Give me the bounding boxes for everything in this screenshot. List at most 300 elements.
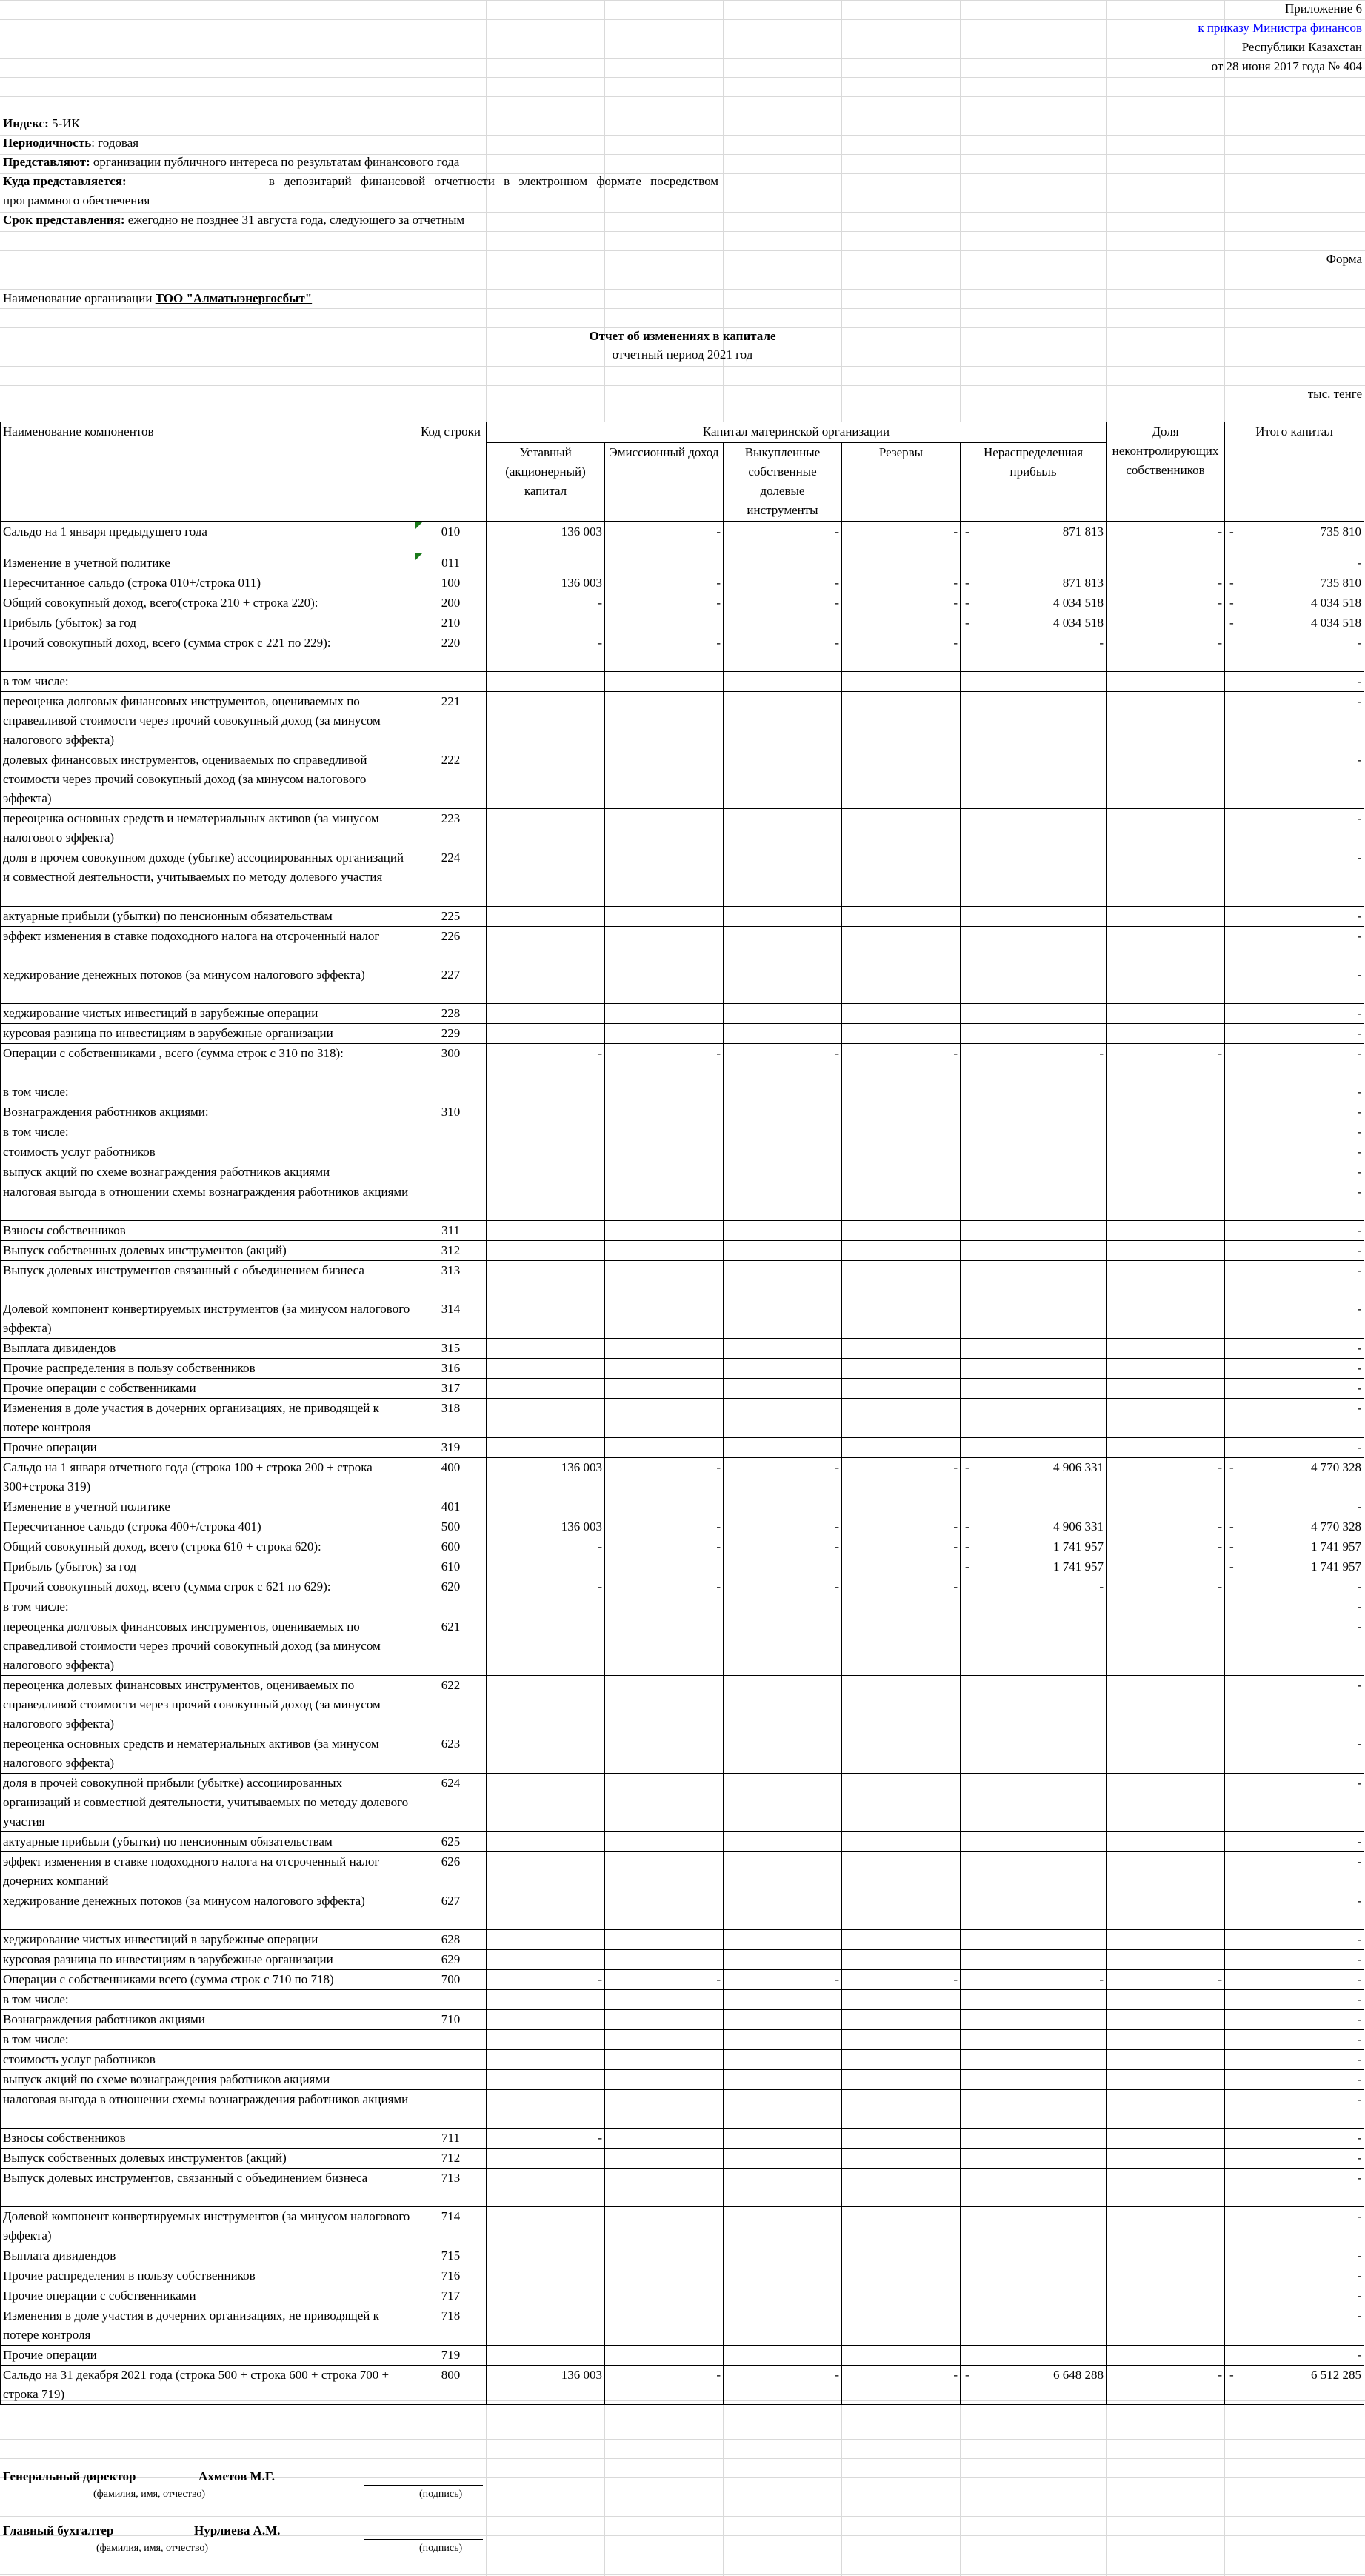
row-code-cell[interactable] [415,1221,487,1241]
row-name-cell[interactable] [1,1024,415,1044]
cell-minority[interactable] [1107,1299,1225,1339]
cell-charter[interactable] [487,848,605,907]
row-name-cell[interactable] [1,1438,415,1458]
cell-retained[interactable] [961,1044,1107,1082]
row-name-cell[interactable] [1,848,415,907]
cell-emission[interactable] [605,1597,724,1617]
cell-minority[interactable] [1107,553,1225,573]
row-name-cell[interactable] [1,522,415,553]
cell-retained[interactable] [961,1142,1107,1162]
row-name-cell[interactable] [1,1221,415,1241]
row-code-cell[interactable] [415,573,487,593]
cell-total[interactable] [1225,1004,1364,1024]
cell-retained[interactable] [961,1734,1107,1774]
cell-total[interactable] [1225,1299,1364,1339]
cell-bought[interactable] [724,1577,842,1597]
cell-reserves[interactable] [842,1162,961,1182]
cell-emission[interactable] [605,1102,724,1122]
cell-bought[interactable] [724,750,842,809]
cell-bought[interactable] [724,2366,842,2405]
row-code-cell[interactable] [415,553,487,573]
cell-charter[interactable] [487,1438,605,1458]
cell-bought[interactable] [724,2010,842,2030]
row-name-cell[interactable] [1,553,415,573]
row-name-cell[interactable] [1,2169,415,2207]
cell-minority[interactable] [1107,2346,1225,2366]
cell-reserves[interactable] [842,672,961,692]
cell-emission[interactable] [605,1044,724,1082]
cell-minority[interactable] [1107,1142,1225,1162]
row-name-cell[interactable] [1,573,415,593]
cell-total[interactable] [1225,633,1364,672]
cell-emission[interactable] [605,1339,724,1359]
cell-charter[interactable] [487,2286,605,2306]
cell-retained[interactable] [961,1221,1107,1241]
cell-charter[interactable] [487,1299,605,1339]
cell-total[interactable] [1225,809,1364,848]
cell-total[interactable] [1225,1379,1364,1399]
cell-charter[interactable] [487,1221,605,1241]
cell-minority[interactable] [1107,573,1225,593]
cell-total[interactable] [1225,2050,1364,2070]
cell-emission[interactable] [605,1950,724,1970]
row-name-cell[interactable] [1,1497,415,1517]
cell-reserves[interactable] [842,613,961,633]
cell-bought[interactable] [724,2266,842,2286]
row-code-cell[interactable] [415,633,487,672]
cell-reserves[interactable] [842,2207,961,2246]
cell-total[interactable] [1225,1577,1364,1597]
cell-charter[interactable] [487,927,605,965]
row-code-cell[interactable] [415,1024,487,1044]
cell-charter[interactable] [487,1004,605,1024]
cell-total[interactable] [1225,573,1364,593]
cell-minority[interactable] [1107,1082,1225,1102]
cell-bought[interactable] [724,1379,842,1399]
cell-charter[interactable] [487,1339,605,1359]
row-name-cell[interactable] [1,750,415,809]
cell-total[interactable] [1225,672,1364,692]
row-code-cell[interactable] [415,2010,487,2030]
cell-emission[interactable] [605,2010,724,2030]
row-code-cell[interactable] [415,1182,487,1221]
cell-bought[interactable] [724,1261,842,1299]
cell-total[interactable] [1225,522,1364,553]
cell-total[interactable] [1225,927,1364,965]
cell-charter[interactable] [487,1044,605,1082]
row-name-cell[interactable] [1,1577,415,1597]
cell-reserves[interactable] [842,1122,961,1142]
row-name-cell[interactable] [1,907,415,927]
row-code-cell[interactable] [415,809,487,848]
cell-emission[interactable] [605,1399,724,1438]
cell-bought[interactable] [724,1990,842,2010]
row-name-cell[interactable] [1,1122,415,1142]
cell-retained[interactable] [961,2169,1107,2207]
row-code-cell[interactable] [415,927,487,965]
cell-reserves[interactable] [842,1577,961,1597]
cell-emission[interactable] [605,1359,724,1379]
row-name-cell[interactable] [1,1990,415,2010]
cell-minority[interactable] [1107,2366,1225,2405]
cell-emission[interactable] [605,2090,724,2129]
cell-retained[interactable] [961,1261,1107,1299]
cell-bought[interactable] [724,1891,842,1930]
cell-minority[interactable] [1107,1990,1225,2010]
cell-total[interactable] [1225,2346,1364,2366]
cell-total[interactable] [1225,2149,1364,2169]
cell-retained[interactable] [961,2010,1107,2030]
cell-reserves[interactable] [842,1517,961,1537]
cell-total[interactable] [1225,1359,1364,1379]
cell-minority[interactable] [1107,1122,1225,1142]
row-name-cell[interactable] [1,633,415,672]
cell-reserves[interactable] [842,633,961,672]
cell-bought[interactable] [724,1102,842,1122]
cell-minority[interactable] [1107,1577,1225,1597]
cell-minority[interactable] [1107,2207,1225,2246]
cell-minority[interactable] [1107,1676,1225,1734]
row-name-cell[interactable] [1,809,415,848]
cell-charter[interactable] [487,573,605,593]
cell-reserves[interactable] [842,1734,961,1774]
row-name-cell[interactable] [1,1734,415,1774]
cell-minority[interactable] [1107,1950,1225,1970]
cell-minority[interactable] [1107,848,1225,907]
cell-minority[interactable] [1107,965,1225,1004]
cell-retained[interactable] [961,1458,1107,1497]
cell-total[interactable] [1225,1438,1364,1458]
cell-retained[interactable] [961,1379,1107,1399]
cell-bought[interactable] [724,1044,842,1082]
row-code-cell[interactable] [415,1438,487,1458]
cell-minority[interactable] [1107,1339,1225,1359]
row-name-cell[interactable] [1,1458,415,1497]
row-code-cell[interactable] [415,522,487,553]
cell-charter[interactable] [487,1950,605,1970]
cell-minority[interactable] [1107,1399,1225,1438]
cell-retained[interactable] [961,848,1107,907]
cell-retained[interactable] [961,2246,1107,2266]
cell-total[interactable] [1225,2306,1364,2346]
cell-minority[interactable] [1107,1359,1225,1379]
cell-retained[interactable] [961,2346,1107,2366]
cell-minority[interactable] [1107,2090,1225,2129]
cell-minority[interactable] [1107,1261,1225,1299]
cell-reserves[interactable] [842,848,961,907]
cell-charter[interactable] [487,965,605,1004]
cell-charter[interactable] [487,2070,605,2090]
cell-retained[interactable] [961,750,1107,809]
cell-charter[interactable] [487,1930,605,1950]
cell-retained[interactable] [961,613,1107,633]
cell-reserves[interactable] [842,1557,961,1577]
cell-total[interactable] [1225,1597,1364,1617]
row-name-cell[interactable] [1,927,415,965]
cell-charter[interactable] [487,1990,605,2010]
cell-charter[interactable] [487,1359,605,1379]
cell-total[interactable] [1225,750,1364,809]
row-code-cell[interactable] [415,2070,487,2090]
row-name-cell[interactable] [1,2366,415,2405]
cell-bought[interactable] [724,2090,842,2129]
cell-charter[interactable] [487,522,605,553]
row-name-cell[interactable] [1,1142,415,1162]
cell-reserves[interactable] [842,809,961,848]
cell-emission[interactable] [605,1832,724,1852]
cell-minority[interactable] [1107,2169,1225,2207]
cell-emission[interactable] [605,809,724,848]
row-code-cell[interactable] [415,2169,487,2207]
cell-charter[interactable] [487,1617,605,1676]
cell-total[interactable] [1225,1497,1364,1517]
cell-bought[interactable] [724,1182,842,1221]
row-code-cell[interactable] [415,1399,487,1438]
cell-charter[interactable] [487,1557,605,1577]
cell-minority[interactable] [1107,1438,1225,1458]
cell-bought[interactable] [724,1517,842,1537]
cell-total[interactable] [1225,1082,1364,1102]
cell-retained[interactable] [961,1399,1107,1438]
cell-reserves[interactable] [842,1458,961,1497]
cell-bought[interactable] [724,2030,842,2050]
row-code-cell[interactable] [415,2286,487,2306]
row-name-cell[interactable] [1,965,415,1004]
cell-total[interactable] [1225,1182,1364,1221]
cell-charter[interactable] [487,1676,605,1734]
cell-minority[interactable] [1107,1004,1225,1024]
cell-charter[interactable] [487,2149,605,2169]
cell-charter[interactable] [487,1734,605,1774]
cell-bought[interactable] [724,2306,842,2346]
cell-charter[interactable] [487,1142,605,1162]
cell-charter[interactable] [487,1082,605,1102]
row-name-cell[interactable] [1,2266,415,2286]
cell-minority[interactable] [1107,2030,1225,2050]
cell-emission[interactable] [605,2286,724,2306]
row-code-cell[interactable] [415,750,487,809]
cell-charter[interactable] [487,1379,605,1399]
cell-bought[interactable] [724,2129,842,2149]
cell-bought[interactable] [724,1024,842,1044]
cell-minority[interactable] [1107,1102,1225,1122]
cell-bought[interactable] [724,692,842,750]
cell-retained[interactable] [961,2266,1107,2286]
row-code-cell[interactable] [415,2366,487,2405]
cell-reserves[interactable] [842,1597,961,1617]
row-code-cell[interactable] [415,1734,487,1774]
row-name-cell[interactable] [1,2050,415,2070]
row-name-cell[interactable] [1,1261,415,1299]
cell-emission[interactable] [605,1774,724,1832]
cell-total[interactable] [1225,1990,1364,2010]
cell-retained[interactable] [961,809,1107,848]
cell-charter[interactable] [487,1832,605,1852]
row-code-cell[interactable] [415,1891,487,1930]
cell-emission[interactable] [605,1122,724,1142]
cell-reserves[interactable] [842,2050,961,2070]
cell-total[interactable] [1225,2207,1364,2246]
cell-total[interactable] [1225,1241,1364,1261]
row-code-cell[interactable] [415,1990,487,2010]
row-code-cell[interactable] [415,1299,487,1339]
cell-minority[interactable] [1107,2246,1225,2266]
cell-bought[interactable] [724,573,842,593]
cell-retained[interactable] [961,2070,1107,2090]
cell-reserves[interactable] [842,692,961,750]
cell-reserves[interactable] [842,1399,961,1438]
cell-total[interactable] [1225,1162,1364,1182]
cell-charter[interactable] [487,692,605,750]
cell-total[interactable] [1225,1044,1364,1082]
cell-charter[interactable] [487,1517,605,1537]
row-code-cell[interactable] [415,692,487,750]
row-code-cell[interactable] [415,613,487,633]
row-code-cell[interactable] [415,1774,487,1832]
cell-emission[interactable] [605,692,724,750]
row-name-cell[interactable] [1,692,415,750]
cell-charter[interactable] [487,593,605,613]
cell-emission[interactable] [605,1299,724,1339]
cell-minority[interactable] [1107,1182,1225,1221]
cell-total[interactable] [1225,2246,1364,2266]
cell-retained[interactable] [961,2129,1107,2149]
cell-emission[interactable] [605,1024,724,1044]
cell-reserves[interactable] [842,1182,961,1221]
row-code-cell[interactable] [415,2207,487,2246]
row-name-cell[interactable] [1,2346,415,2366]
cell-reserves[interactable] [842,1950,961,1970]
cell-bought[interactable] [724,1597,842,1617]
row-code-cell[interactable] [415,1577,487,1597]
row-code-cell[interactable] [415,2050,487,2070]
row-name-cell[interactable] [1,1832,415,1852]
row-name-cell[interactable] [1,2149,415,2169]
cell-minority[interactable] [1107,2129,1225,2149]
cell-total[interactable] [1225,1970,1364,1990]
row-code-cell[interactable] [415,1970,487,1990]
cell-retained[interactable] [961,1004,1107,1024]
cell-retained[interactable] [961,1617,1107,1676]
row-code-cell[interactable] [415,1617,487,1676]
cell-bought[interactable] [724,1339,842,1359]
cell-charter[interactable] [487,750,605,809]
row-name-cell[interactable] [1,2306,415,2346]
cell-reserves[interactable] [842,1261,961,1299]
cell-total[interactable] [1225,1339,1364,1359]
cell-retained[interactable] [961,1774,1107,1832]
row-code-cell[interactable] [415,1044,487,1082]
cell-reserves[interactable] [842,1990,961,2010]
cell-emission[interactable] [605,1537,724,1557]
cell-charter[interactable] [487,2129,605,2149]
cell-bought[interactable] [724,927,842,965]
cell-reserves[interactable] [842,1891,961,1930]
cell-reserves[interactable] [842,2169,961,2207]
row-code-cell[interactable] [415,1458,487,1497]
row-code-cell[interactable] [415,1162,487,1182]
row-code-cell[interactable] [415,1379,487,1399]
cell-retained[interactable] [961,907,1107,927]
cell-retained[interactable] [961,1950,1107,1970]
cell-reserves[interactable] [842,1221,961,1241]
cell-bought[interactable] [724,2207,842,2246]
cell-minority[interactable] [1107,672,1225,692]
cell-emission[interactable] [605,1891,724,1930]
cell-reserves[interactable] [842,2070,961,2090]
cell-emission[interactable] [605,1497,724,1517]
cell-emission[interactable] [605,613,724,633]
cell-charter[interactable] [487,613,605,633]
cell-minority[interactable] [1107,1241,1225,1261]
row-name-cell[interactable] [1,1891,415,1930]
cell-emission[interactable] [605,2306,724,2346]
cell-charter[interactable] [487,1122,605,1142]
cell-retained[interactable] [961,2149,1107,2169]
row-code-cell[interactable] [415,2129,487,2149]
cell-total[interactable] [1225,2266,1364,2286]
cell-total[interactable] [1225,1517,1364,1537]
cell-reserves[interactable] [842,927,961,965]
cell-minority[interactable] [1107,1891,1225,1930]
cell-reserves[interactable] [842,2030,961,2050]
cell-bought[interactable] [724,1537,842,1557]
cell-reserves[interactable] [842,1930,961,1950]
cell-total[interactable] [1225,1261,1364,1299]
row-name-cell[interactable] [1,1299,415,1339]
row-name-cell[interactable] [1,1557,415,1577]
cell-total[interactable] [1225,553,1364,573]
cell-emission[interactable] [605,2050,724,2070]
row-name-cell[interactable] [1,593,415,613]
cell-charter[interactable] [487,2050,605,2070]
cell-retained[interactable] [961,1990,1107,2010]
cell-emission[interactable] [605,2346,724,2366]
cell-bought[interactable] [724,1142,842,1162]
cell-reserves[interactable] [842,1617,961,1676]
cell-retained[interactable] [961,1852,1107,1891]
cell-minority[interactable] [1107,2010,1225,2030]
cell-minority[interactable] [1107,1379,1225,1399]
cell-emission[interactable] [605,2266,724,2286]
cell-charter[interactable] [487,1261,605,1299]
cell-bought[interactable] [724,2346,842,2366]
row-name-cell[interactable] [1,1597,415,1617]
cell-retained[interactable] [961,1930,1107,1950]
cell-retained[interactable] [961,1339,1107,1359]
row-name-cell[interactable] [1,1379,415,1399]
cell-reserves[interactable] [842,593,961,613]
row-code-cell[interactable] [415,1597,487,1617]
row-code-cell[interactable] [415,593,487,613]
cell-bought[interactable] [724,593,842,613]
row-code-cell[interactable] [415,1359,487,1379]
cell-minority[interactable] [1107,522,1225,553]
cell-reserves[interactable] [842,1676,961,1734]
cell-emission[interactable] [605,1970,724,1990]
cell-bought[interactable] [724,2149,842,2169]
cell-minority[interactable] [1107,809,1225,848]
row-name-cell[interactable] [1,1162,415,1182]
cell-reserves[interactable] [842,1438,961,1458]
cell-bought[interactable] [724,553,842,573]
cell-charter[interactable] [487,672,605,692]
cell-reserves[interactable] [842,1339,961,1359]
cell-reserves[interactable] [842,1970,961,1990]
cell-charter[interactable] [487,1577,605,1597]
cell-charter[interactable] [487,2010,605,2030]
row-name-cell[interactable] [1,1852,415,1891]
